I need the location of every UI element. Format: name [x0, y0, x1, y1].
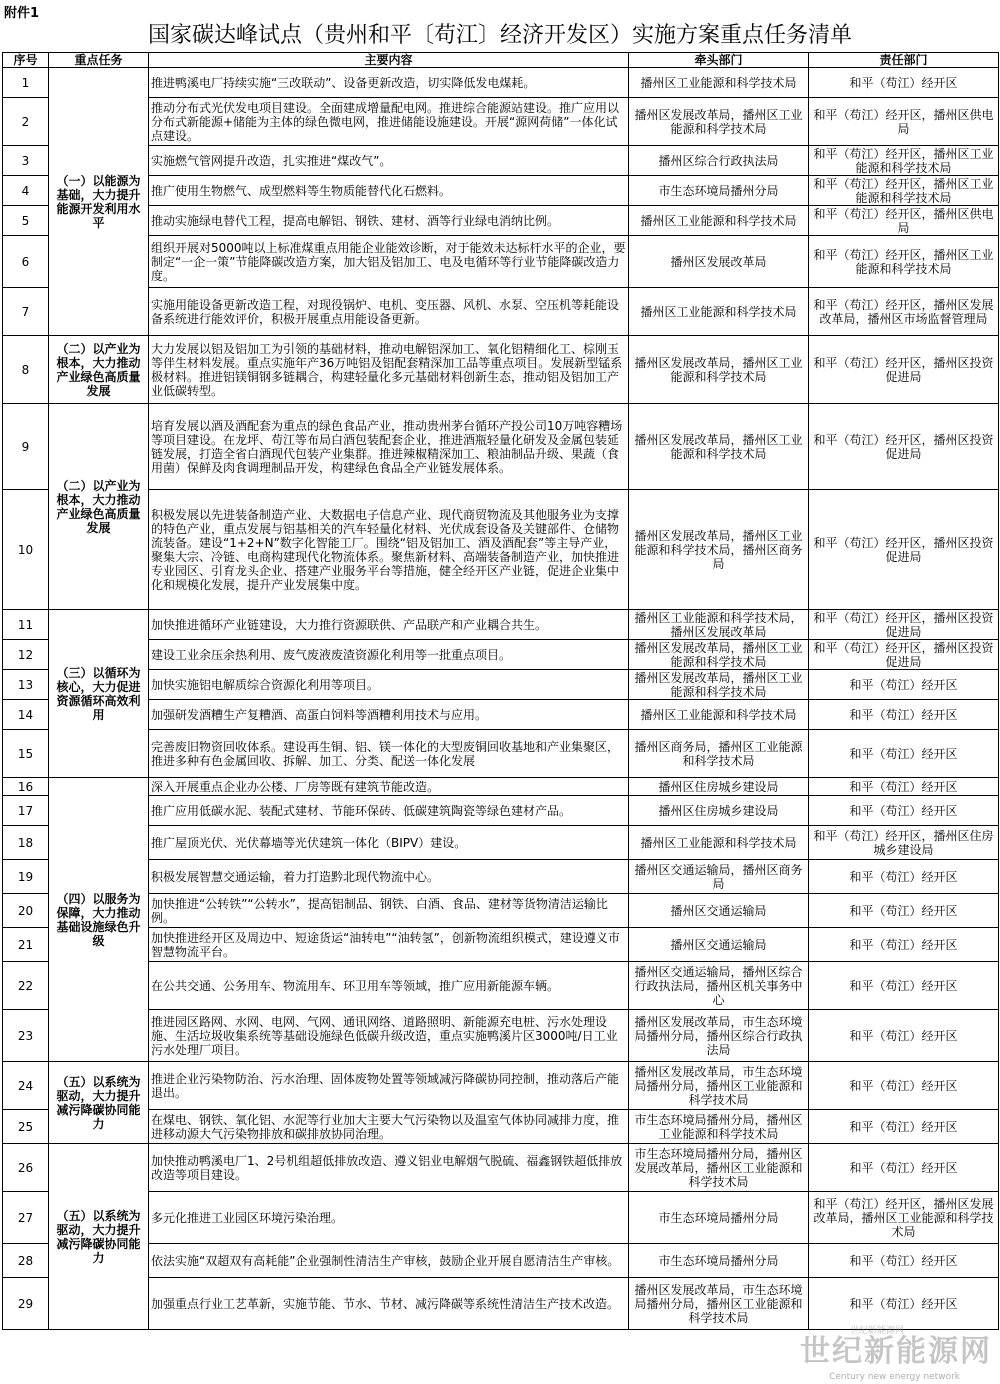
key-task-group: （四）以服务为保障，大力推动基础设施绿色升级	[49, 778, 149, 1062]
responsible-department: 和平（苟江）经开区，播州区投资促进局	[809, 404, 999, 490]
table-row	[3, 404, 999, 490]
lead-department: 播州区工业能源和科学技术局	[629, 288, 809, 336]
table-row	[3, 1010, 999, 1062]
responsible-department: 和平（苟江）经开区，播州区投资促进局	[809, 640, 999, 670]
main-content: 推广屋顶光伏、光伏幕墙等光伏建筑一体化（BIPV）建设。	[149, 826, 629, 860]
table-row	[3, 146, 999, 176]
table-row	[3, 1278, 999, 1330]
responsible-department: 和平（苟江）经开区	[809, 730, 999, 778]
lead-department: 播州区发展改革局，播州区工业能源和科学技术局	[629, 670, 809, 700]
row-number: 4	[3, 176, 49, 206]
lead-department: 播州区工业能源和科学技术局	[629, 700, 809, 730]
row-number: 27	[3, 1192, 49, 1244]
lead-department: 播州区发展改革局，市生态环境局播州分局，播州区工业能源和科学技术局	[629, 1278, 809, 1330]
main-content: 实施燃气管网提升改造，扎实推进“煤改气”。	[149, 146, 629, 176]
responsible-department: 和平（苟江）经开区，播州区投资促进局	[809, 610, 999, 640]
row-number: 1	[3, 68, 49, 98]
table-row	[3, 730, 999, 778]
responsible-department: 和平（苟江）经开区，播州区供电局	[809, 98, 999, 146]
row-number: 17	[3, 796, 49, 826]
row-number: 23	[3, 1010, 49, 1062]
table-row	[3, 700, 999, 730]
row-number: 2	[3, 98, 49, 146]
watermark-logo: 世纪新能源网	[800, 1334, 992, 1369]
main-content: 加快推动鸭溪电厂1、2号机组超低排放改造、遵义铝业电解烟气脱硫、福鑫钢铁超低排放改造等项目建设。	[149, 1144, 629, 1192]
table-row	[3, 288, 999, 336]
table-body	[3, 68, 999, 1330]
main-content: 建设工业余压余热利用、废气废液废渣资源化利用等一批重点项目。	[149, 640, 629, 670]
main-content: 推进园区路网、水网、电网、气网、通讯网络、道路照明、新能源充电桩、污水处理设施、生活垃圾收集系统等基础设施绿色低碳升级改造，重点实施鸭溪片区3000吨/日工业污水处理厂项目。	[149, 1010, 629, 1062]
table-row	[3, 1110, 999, 1144]
watermark-subtitle: Century new energy network	[829, 1372, 960, 1382]
table-row	[3, 1192, 999, 1244]
main-content: 积极发展以先进装备制造产业、大数据电子信息产业、现代商贸物流及其他服务业为支撑的特色产业，重点发展与铝基相关的汽车轻量化材料、光伏成套设备及关键部件、仓储物流装备。建设“1+2+N”数字化智能工厂。围绕“铝及铝加工、酒及酒配套”等主导产业，聚集大宗、冷链、电商构建现代化物流体系。聚焦新材料、高端装备制造产业，加快推进专业园区、引育龙头企业、搭建产业服务平台等措施，健全经开区产业链，促进企业集中化和规模化发展，提升产业发展集中度。	[149, 490, 629, 610]
table-row	[3, 98, 999, 146]
lead-department: 播州区发展改革局，播州区工业能源和科学技术局	[629, 404, 809, 490]
header-content: 主要内容	[149, 53, 629, 68]
responsible-department: 和平（苟江）经开区，播州区工业能源和科学技术局	[809, 236, 999, 288]
lead-department: 播州区发展改革局，播州区工业能源和科学技术局	[629, 98, 809, 146]
lead-department: 市生态环境局播州分局	[629, 1192, 809, 1244]
main-content: 深入开展重点企业办公楼、厂房等既有建筑节能改造。	[149, 778, 629, 796]
responsible-department: 和平（苟江）经开区	[809, 1110, 999, 1144]
main-content: 加强重点行业工艺革新，实施节能、节水、节材、减污降碳等系统性清洁生产技术改造。	[149, 1278, 629, 1330]
row-number: 18	[3, 826, 49, 860]
header-lead: 牵头部门	[629, 53, 809, 68]
main-content: 加快推进“公转铁”“公转水”，提高铝制品、钢铁、白酒、食品、建材等货物清洁运输比例。	[149, 894, 629, 928]
lead-department: 播州区工业能源和科学技术局，播州区发展改革局	[629, 610, 809, 640]
row-number: 22	[3, 962, 49, 1010]
row-number: 26	[3, 1144, 49, 1192]
main-content: 依法实施“双超双有高耗能”企业强制性清洁生产审核，鼓励企业开展自愿清洁生产审核。	[149, 1244, 629, 1278]
lead-department: 播州区发展改革局，播州区工业能源和科学技术局	[629, 640, 809, 670]
responsible-department: 和平（苟江）经开区，播州区投资促进局	[809, 490, 999, 610]
main-content: 加快推进循环产业链建设，大力推行资源联供、产品联产和产业耦合共生。	[149, 610, 629, 640]
row-number: 24	[3, 1062, 49, 1110]
row-number: 14	[3, 700, 49, 730]
row-number: 6	[3, 236, 49, 288]
table-row	[3, 928, 999, 962]
responsible-department: 和平（苟江）经开区	[809, 778, 999, 796]
lead-department: 播州区发展改革局，播州区工业能源和科学技术局	[629, 336, 809, 404]
main-content: 多元化推进工业园区环境污染治理。	[149, 1192, 629, 1244]
row-number: 8	[3, 336, 49, 404]
responsible-department: 和平（苟江）经开区，播州区住房城乡建设局	[809, 826, 999, 860]
responsible-department: 和平（苟江）经开区，播州区工业能源和科学技术局	[809, 146, 999, 176]
task-table	[2, 52, 999, 1330]
responsible-department: 和平（苟江）经开区	[809, 1278, 999, 1330]
lead-department: 播州区工业能源和科学技术局	[629, 826, 809, 860]
main-content: 加快实施铝电解质综合资源化利用等项目。	[149, 670, 629, 700]
row-number: 15	[3, 730, 49, 778]
table-row	[3, 176, 999, 206]
lead-department: 播州区发展改革局，播州区工业能源和科学技术局，播州区商务局	[629, 490, 809, 610]
attachment-label: 附件1	[4, 6, 40, 21]
table-row	[3, 826, 999, 860]
main-content: 在煤电、钢铁、氧化铝、水泥等行业加大主要大气污染物以及温室气体协同减排力度，推进移动源大气污染物排放和碳排放协同治理。	[149, 1110, 629, 1144]
lead-department: 市生态环境局播州分局	[629, 1244, 809, 1278]
lead-department: 播州区交通运输局	[629, 894, 809, 928]
table-row	[3, 68, 999, 98]
responsible-department: 和平（苟江）经开区	[809, 894, 999, 928]
table-row	[3, 640, 999, 670]
lead-department: 播州区工业能源和科学技术局	[629, 68, 809, 98]
responsible-department: 和平（苟江）经开区	[809, 670, 999, 700]
lead-department: 市生态环境局播州分局，播州区工业能源和科学技术局	[629, 1110, 809, 1144]
main-content: 完善废旧物资回收体系。建设再生铜、铝、镁一体化的大型废铜回收基地和产业集聚区，推进多种有色金属回收、拆解、加工、分类、配送一体化发展	[149, 730, 629, 778]
header-no: 序号	[3, 53, 49, 68]
table-row	[3, 796, 999, 826]
page-title: 国家碳达峰试点（贵州和平〔苟江〕经济开发区）实施方案重点任务清单	[147, 23, 852, 48]
responsible-department: 和平（苟江）经开区，播州区发展改革局，播州区工业能源和科学技术局	[809, 1192, 999, 1244]
watermark-small: 世纪新能源网	[849, 1326, 904, 1336]
row-number: 13	[3, 670, 49, 700]
responsible-department: 和平（苟江）经开区	[809, 68, 999, 98]
row-number: 9	[3, 404, 49, 490]
row-number: 29	[3, 1278, 49, 1330]
main-content: 推进企业污染物防治、污水治理、固体废物处置等领域减污降碳协同控制，推动落后产能退出。	[149, 1062, 629, 1110]
main-content: 推广使用生物燃气、成型燃料等生物质能替代化石燃料。	[149, 176, 629, 206]
row-number: 5	[3, 206, 49, 236]
responsible-department: 和平（苟江）经开区	[809, 962, 999, 1010]
lead-department: 播州区交通运输局，播州区商务局	[629, 860, 809, 894]
responsible-department: 和平（苟江）经开区	[809, 1144, 999, 1192]
table-row	[3, 336, 999, 404]
table-row	[3, 490, 999, 610]
main-content: 推进鸭溪电厂持续实施“三改联动”、设备更新改造，切实降低发电煤耗。	[149, 68, 629, 98]
lead-department: 播州区交通运输局，播州区综合行政执法局，播州区机关事务中心	[629, 962, 809, 1010]
key-task-group: （五）以系统为驱动，大力提升减污降碳协同能力	[49, 1144, 149, 1330]
responsible-department: 和平（苟江）经开区，播州区投资促进局	[809, 336, 999, 404]
row-number: 11	[3, 610, 49, 640]
table-row	[3, 236, 999, 288]
table-row	[3, 1144, 999, 1192]
table-row	[3, 1062, 999, 1110]
main-content: 大力发展以铝及铝加工为引领的基础材料，推动电解铝深加工、氧化铝精细化工、棕刚玉等伴生材料发展。重点实施年产36万吨铝及铝配套精深加工品等重点项目。发展新型锰系极材料。推进铝镁铜钢多链耦合，构建轻量化多元基础材料创新生态，推动铝及铝加工产业低碳转型。	[149, 336, 629, 404]
row-number: 21	[3, 928, 49, 962]
key-task-group: （二）以产业为根本，大力推动产业绿色高质量发展	[49, 336, 149, 404]
row-number: 3	[3, 146, 49, 176]
key-task-group: （三）以循环为核心，大力促进资源循环高效利用	[49, 610, 149, 778]
responsible-department: 和平（苟江）经开区，播州区发展改革局，播州区市场监督管理局	[809, 288, 999, 336]
main-content: 实施用能设备更新改造工程，对现役锅炉、电机、变压器、风机、水泵、空压机等耗能设备系统进行能效评价，积极开展重点用能设备更新。	[149, 288, 629, 336]
table-header-row	[3, 53, 999, 68]
main-content: 推广应用低碳水泥、装配式建材、节能环保砖、低碳建筑陶瓷等绿色建材产品。	[149, 796, 629, 826]
table-row	[3, 610, 999, 640]
lead-department: 播州区发展改革局	[629, 236, 809, 288]
table-row	[3, 778, 999, 796]
lead-department: 播州区工业能源和科学技术局	[629, 206, 809, 236]
responsible-department: 和平（苟江）经开区	[809, 928, 999, 962]
lead-department: 播州区住房城乡建设局	[629, 796, 809, 826]
main-content: 加快推进经开区及周边中、短途货运“油转电”“油转氢”，创新物流组织模式，建设遵义市智慧物流平台。	[149, 928, 629, 962]
responsible-department: 和平（苟江）经开区	[809, 700, 999, 730]
lead-department: 播州区商务局，播州区工业能源和科学技术局	[629, 730, 809, 778]
key-task-group: （一）以能源为基础，大力提升能源开发利用水平	[49, 68, 149, 336]
table-row	[3, 860, 999, 894]
row-number: 25	[3, 1110, 49, 1144]
main-content: 在公共交通、公务用车、物流用车、环卫用车等领域，推广应用新能源车辆。	[149, 962, 629, 1010]
lead-department: 播州区发展改革局，市生态环境局播州分局，播州区工业能源和科学技术局	[629, 1062, 809, 1110]
row-number: 16	[3, 778, 49, 796]
lead-department: 播州区交通运输局	[629, 928, 809, 962]
row-number: 28	[3, 1244, 49, 1278]
main-content: 组织开展对5000吨以上标准煤重点用能企业能效诊断，对于能效未达标杆水平的企业，要制定“一企一策”节能降碳改造方案，加大铝及铝加工、电及电循环等行业节能降碳改造力度。	[149, 236, 629, 288]
header-resp: 责任部门	[809, 53, 999, 68]
main-content: 加强研发酒糟生产复糟酒、高蛋白饲料等酒糟利用技术与应用。	[149, 700, 629, 730]
main-content: 积极发展智慧交通运输，着力打造黔北现代物流中心。	[149, 860, 629, 894]
row-number: 12	[3, 640, 49, 670]
table-row	[3, 1244, 999, 1278]
responsible-department: 和平（苟江）经开区，播州区工业能源和科学技术局	[809, 176, 999, 206]
row-number: 7	[3, 288, 49, 336]
table-row	[3, 894, 999, 928]
lead-department: 市生态环境局播州分局	[629, 176, 809, 206]
main-content: 培育发展以酒及酒配套为重点的绿色食品产业，推动贵州茅台循环产投公司10万吨容糟场等项目建设。在龙坪、苟江等布局白酒包装配套企业，推进酒瓶轻量化研发及金属包装延链发展，打造全省白酒现代包装产业集群。推进辣椒精深加工、粮油制品升级、果蔬（食用菌）保鲜及肉食调理制品开发，构建绿色食品全产业链发展体系。	[149, 404, 629, 490]
responsible-department: 和平（苟江）经开区	[809, 1062, 999, 1110]
lead-department: 市生态环境局播州分局，播州区发展改革局，播州区工业能源和科学技术局	[629, 1144, 809, 1192]
responsible-department: 和平（苟江）经开区	[809, 1010, 999, 1062]
key-task-group: （五）以系统为驱动，大力提升减污降碳协同能力	[49, 1062, 149, 1144]
responsible-department: 和平（苟江）经开区	[809, 1244, 999, 1278]
table-row	[3, 962, 999, 1010]
row-number: 19	[3, 860, 49, 894]
row-number: 20	[3, 894, 49, 928]
lead-department: 播州区综合行政执法局	[629, 146, 809, 176]
lead-department: 播州区发展改革局，市生态环境局播州分局，播州区综合行政执法局	[629, 1010, 809, 1062]
lead-department: 播州区住房城乡建设局	[629, 778, 809, 796]
row-number: 10	[3, 490, 49, 610]
responsible-department: 和平（苟江）经开区	[809, 796, 999, 826]
responsible-department: 和平（苟江）经开区，播州区供电局	[809, 206, 999, 236]
table-row	[3, 206, 999, 236]
main-content: 推动实施绿电替代工程，提高电解铝、钢铁、建材、酒等行业绿电消纳比例。	[149, 206, 629, 236]
key-task-group: （二）以产业为根本，大力推动产业绿色高质量发展	[49, 404, 149, 610]
responsible-department: 和平（苟江）经开区	[809, 860, 999, 894]
main-content: 推动分布式光伏发电项目建设。全面建成增量配电网。推进综合能源站建设。推广应用以分布式新能源+储能为主体的绿色微电网，推进储能设施建设。开展“源网荷储”一体化试点建设。	[149, 98, 629, 146]
table-row	[3, 670, 999, 700]
header-task: 重点任务	[49, 53, 149, 68]
